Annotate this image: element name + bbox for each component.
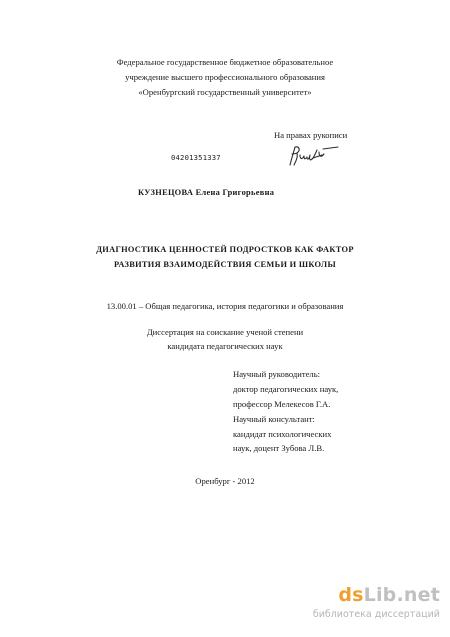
dissertation-title-line-1: ДИАГНОСТИКА ЦЕННОСТЕЙ ПОДРОСТКОВ КАК ФАКТОР: [96, 245, 354, 254]
dslib-watermark: [312, 584, 440, 626]
manuscript-note: На правах рукописи: [274, 130, 348, 140]
supervisor-line-2: доктор педагогических наук,: [233, 384, 339, 394]
degree-line-2: кандидата педагогических наук: [167, 341, 283, 351]
city-year: Оренбург - 2012: [195, 476, 255, 486]
consultant-line-1: Научный консультант:: [233, 414, 315, 424]
dslib-logo-ds: ds: [338, 584, 364, 606]
consultant-line-2: кандидат психологических: [233, 429, 332, 439]
author-name: КУЗНЕЦОВА Елена Григорьевна: [138, 188, 275, 197]
specialty-code: 13.00.01 – Общая педагогика, история педагогики и образования: [106, 301, 344, 311]
supervisor-line-1: Научный руководитель:: [233, 369, 321, 379]
dslib-logo-lib: Lib.net: [363, 584, 440, 606]
institution-line-1: Федеральное государственное бюджетное образовательное: [116, 57, 334, 67]
dslib-logo: [338, 584, 440, 606]
dslib-subtitle: библиотека диссертаций: [312, 609, 440, 620]
signature-icon: [286, 143, 342, 169]
dissertation-title-line-2: РАЗВИТИЯ ВЗАИМОДЕЙСТВИЯ СЕМЬИ И ШКОЛЫ: [114, 260, 336, 269]
institution-line-2: учреждение высшего профессионального образования: [125, 72, 325, 82]
institution-line-3: «Оренбургский государственный университет»: [138, 87, 312, 97]
registration-number: 04201351337: [171, 153, 221, 162]
supervisor-line-3: профессор Мелекесов Г.А.: [233, 399, 331, 409]
degree-line-1: Диссертация на соискание ученой степени: [146, 327, 304, 337]
consultant-line-3: наук, доцент Зубова Л.В.: [233, 443, 325, 453]
